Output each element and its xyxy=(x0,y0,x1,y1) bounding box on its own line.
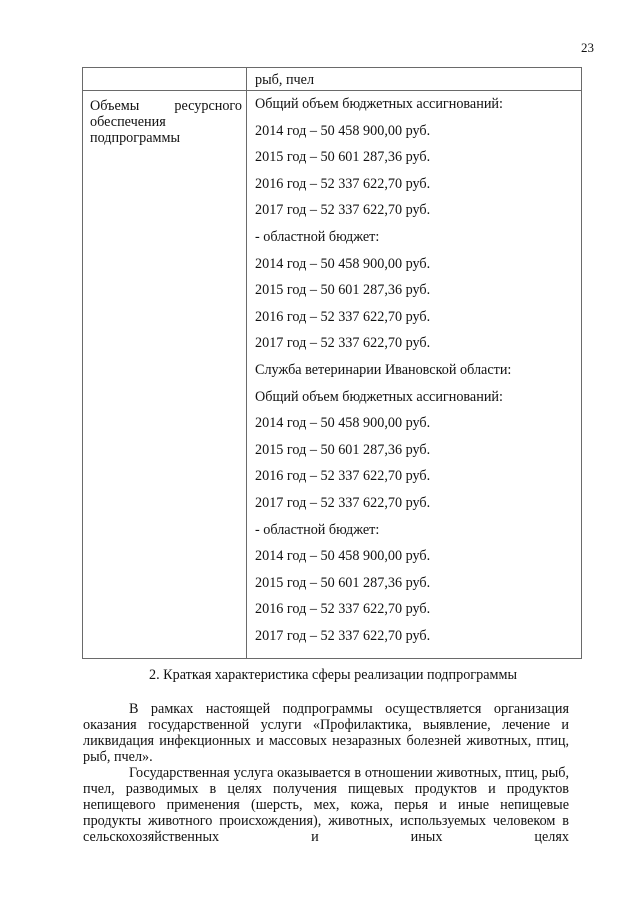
resources-label-cell xyxy=(83,91,247,659)
funding-line: 2017 год – 52 337 622,70 руб. xyxy=(255,335,431,352)
funding-line: 2015 год – 50 601 287,36 руб. xyxy=(255,282,431,299)
resources-label-word: Объемы xyxy=(90,98,140,114)
top-row-value: рыб, пчел xyxy=(255,72,315,88)
table-row xyxy=(83,68,582,91)
table-value-cell xyxy=(247,68,582,91)
table-row xyxy=(83,91,582,659)
page-number: 23 xyxy=(581,40,594,55)
section-heading: 2. Краткая характеристика сферы реализации подпрограммы xyxy=(148,667,517,683)
funding-line: Служба ветеринарии Ивановской области: xyxy=(255,361,512,378)
resources-value-cell xyxy=(247,91,582,659)
resources-label-line: подпрограммы xyxy=(90,130,180,146)
funding-line: - областной бюджет: xyxy=(255,521,380,538)
funding-line: 2017 год – 52 337 622,70 руб. xyxy=(255,202,431,219)
funding-line: 2016 год – 52 337 622,70 руб. xyxy=(255,175,431,192)
resources-label-line xyxy=(90,98,242,114)
funding-line: 2016 год – 52 337 622,70 руб. xyxy=(255,308,431,325)
section-characteristics xyxy=(83,667,569,845)
funding-line: 2015 год – 50 601 287,36 руб. xyxy=(255,441,431,458)
section-paragraph: В рамках настоящей подпрограммы осуществляется организация оказания государственной услуги «Профилактика, выявление, лечение и ликвидация инфекционных и массовых незаразных болезней животных, птиц, рыб, пчел». xyxy=(83,701,569,765)
subprogram-passport-table xyxy=(82,67,582,659)
resources-label-line: обеспечения xyxy=(90,114,166,130)
funding-line: 2017 год – 52 337 622,70 руб. xyxy=(255,627,431,644)
funding-line: Общий объем бюджетных ассигнований: xyxy=(255,96,503,112)
funding-line: 2014 год – 50 458 900,00 руб. xyxy=(255,255,431,272)
section-paragraph: Государственная услуга оказывается в отношении животных, птиц, рыб, пчел, разводимых в целях получения пищевых продуктов и продуктов непищевого применения (шерсть, мех, кожа, перья и иные непищевые продукты животного происхождения), животных, используемых человеком в сельскохозяйственных и иных целях xyxy=(83,765,569,845)
funding-line: 2017 год – 52 337 622,70 руб. xyxy=(255,494,431,511)
table-label-cell xyxy=(83,68,247,91)
funding-line: 2015 год – 50 601 287,36 руб. xyxy=(255,574,431,591)
funding-line: - областной бюджет: xyxy=(255,228,380,245)
resources-label-word: ресурсного xyxy=(174,98,242,114)
funding-line: 2016 год – 52 337 622,70 руб. xyxy=(255,601,431,618)
funding-line: 2016 год – 52 337 622,70 руб. xyxy=(255,468,431,485)
funding-line: 2014 год – 50 458 900,00 руб. xyxy=(255,122,431,139)
funding-line: Общий объем бюджетных ассигнований: xyxy=(255,388,503,405)
funding-line: 2014 год – 50 458 900,00 руб. xyxy=(255,415,431,432)
funding-line: 2014 год – 50 458 900,00 руб. xyxy=(255,548,431,565)
funding-line: 2015 год – 50 601 287,36 руб. xyxy=(255,149,431,166)
